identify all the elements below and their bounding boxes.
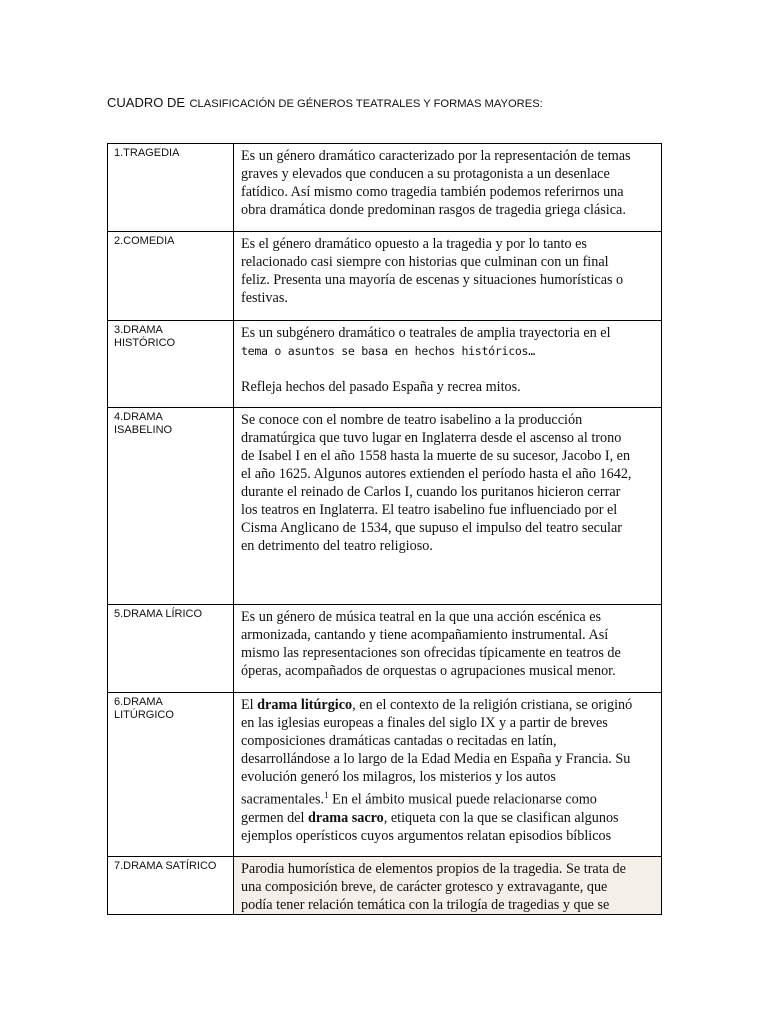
description-line: mismo las representaciones son ofrecidas típicamente en teatros de <box>241 645 621 661</box>
description-line: una composición breve, de carácter grotesco y extravagante, que <box>241 879 608 895</box>
description-line: graves y elevados que conducen a su protagonista a un desenlace <box>241 166 610 182</box>
footnote-marker: 1 <box>324 790 329 800</box>
table-row-drama-historico <box>108 321 662 408</box>
title-part-2: CLASIFICACIÓN DE GÉNEROS TEATRALES Y FORMAS MAYORES: <box>189 98 543 110</box>
genre-label-line: 2.COMEDIA <box>114 235 175 247</box>
description-line: desarrollándose a lo largo de la Edad Media en España y Francia. Su <box>241 751 631 767</box>
description-line: dramatúrgica que tuvo lugar en Inglaterra desde el ascenso al trono <box>241 430 622 446</box>
genre-label <box>108 321 234 408</box>
genre-description <box>234 408 662 605</box>
description-line: óperas, acompañados de orquestas o agrupaciones musical menor. <box>241 663 616 679</box>
genre-label-line: 1.TRAGEDIA <box>114 147 180 159</box>
description-line: Es un género dramático caracterizado por la representación de temas <box>241 148 631 164</box>
genre-label-line: 6.DRAMA <box>114 696 163 708</box>
table-row-drama-isabelino <box>108 408 662 605</box>
description-line: armonizada, cantando y tiene acompañamiento instrumental. Así <box>241 627 609 643</box>
description-line: durante el reinado de Carlos I, cuando los puritanos hicieron cerrar <box>241 484 621 500</box>
genre-label-line: HISTÓRICO <box>114 337 176 349</box>
genre-label-line: 3.DRAMA <box>114 324 163 336</box>
genre-label-line: 7.DRAMA SATÍRICO <box>114 860 217 872</box>
description-line: evolución generó los milagros, los misterios y los autos <box>241 769 556 785</box>
genre-description <box>234 321 662 408</box>
genre-description <box>234 605 662 693</box>
table-row-comedia <box>108 232 662 321</box>
genre-description <box>234 232 662 321</box>
description-line: Refleja hechos del pasado España y recrea mitos. <box>241 379 521 395</box>
genre-description <box>234 693 662 857</box>
description-line: relacionado casi siempre con historias que culminan con un final <box>241 254 609 270</box>
description-line: en detrimento del teatro religioso. <box>241 538 433 554</box>
description-line: Cisma Anglicano de 1534, que supuso el impulso del teatro secular <box>241 520 623 536</box>
genre-label-line: ISABELINO <box>114 424 173 436</box>
genres-table <box>107 143 662 915</box>
description-line: festivas. <box>241 290 288 306</box>
description-line: El drama litúrgico, en el contexto de la religión cristiana, se originó <box>241 697 633 713</box>
description-line: Es el género dramático opuesto a la tragedia y por lo tanto es <box>241 236 587 252</box>
description-line: los teatros en Inglaterra. El teatro isabelino fue influenciado por el <box>241 502 618 518</box>
genre-label-line: 4.DRAMA <box>114 411 163 423</box>
description-line: Se conoce con el nombre de teatro isabelino a la producción <box>241 412 583 428</box>
description-line: germen del drama sacro, etiqueta con la que se clasifican algunos <box>241 809 619 826</box>
genre-label <box>108 605 234 693</box>
genre-label-line: LITÚRGICO <box>114 709 174 721</box>
genre-label <box>108 232 234 321</box>
description-line: podía tener relación temática con la trilogía de tragedias y que se <box>241 897 610 913</box>
bold-term: drama litúrgico <box>257 697 353 713</box>
description-line: sacramentales.$^1$ En el ámbito musical puede relacionarse como <box>241 790 597 808</box>
table-row-drama-satirico <box>108 857 662 915</box>
genre-label <box>108 857 234 915</box>
description-line: el año 1625. Algunos autores extienden el período hasta el año 1642, <box>241 466 632 482</box>
description-line: Es un género de música teatral en la que una acción escénica es <box>241 609 602 625</box>
description-line: tema o asuntos se basa en hechos históricos… <box>241 344 535 358</box>
genre-label <box>108 144 234 232</box>
genre-label-line: 5.DRAMA LÍRICO <box>114 608 203 620</box>
title-part-1: CUADRO DE <box>107 95 186 110</box>
table-row-drama-lirico <box>108 605 662 693</box>
table-row-tragedia <box>108 144 662 232</box>
bold-term: drama sacro <box>307 809 384 826</box>
description-line: Parodia humorística de elementos propios de la tragedia. Se trata de <box>241 861 626 877</box>
description-line: de Isabel I en el año 1558 hasta la muerte de su sucesor, Jacobo I, en <box>241 448 631 464</box>
table-row-drama-liturgico <box>108 693 662 857</box>
description-line: en las iglesias europeas a finales del siglo IX y a partir de breves <box>241 715 608 731</box>
description-line: composiciones dramáticas cantadas o recitadas en latín, <box>241 733 557 749</box>
genre-description <box>234 144 662 232</box>
genre-label <box>108 693 234 857</box>
description-line: obra dramática donde predominan rasgos de tragedia griega clásica. <box>241 202 626 218</box>
description-line: Es un subgénero dramático o teatrales de amplia trayectoria en el <box>241 325 611 341</box>
document-title <box>107 94 543 112</box>
description-line: fatídico. Así mismo como tragedia también podemos referirnos una <box>241 184 624 200</box>
genre-label <box>108 408 234 605</box>
genre-description <box>234 857 662 915</box>
description-line: feliz. Presenta una mayoría de escenas y situaciones humorísticas o <box>241 272 624 288</box>
description-line: ejemplos operísticos cuyos argumentos relatan episodios bíblicos <box>241 827 612 844</box>
